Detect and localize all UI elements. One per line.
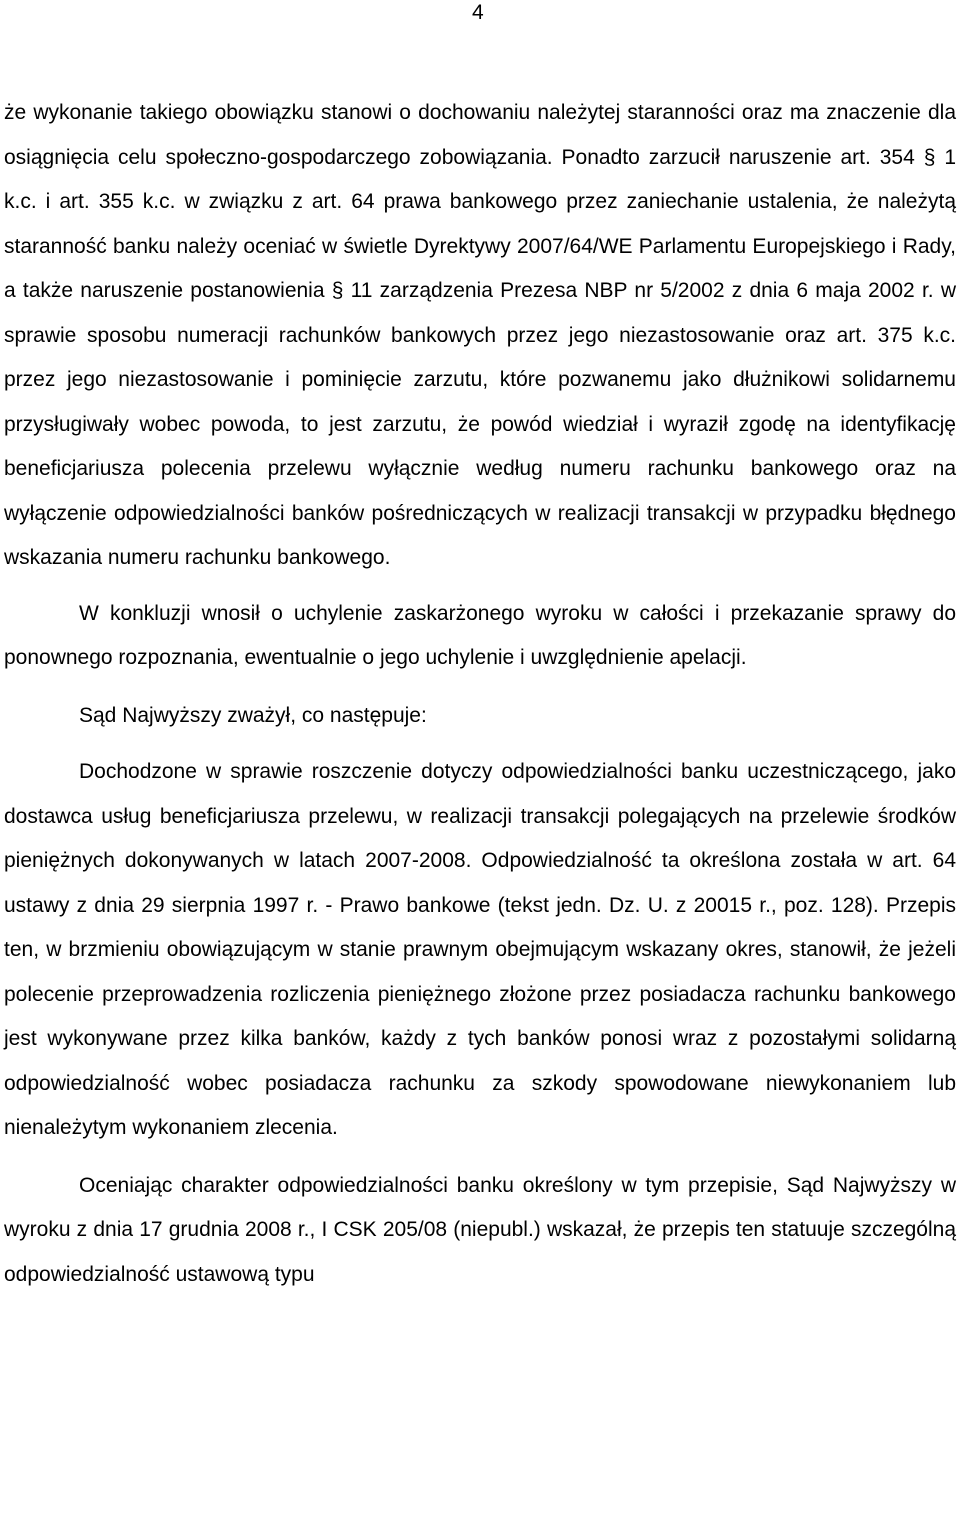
paragraph-court-heading: Sąd Najwyższy zważył, co następuje: bbox=[79, 703, 427, 727]
page-number: 4 bbox=[472, 1, 484, 24]
paragraph-conclusion: W konkluzji wnosił o uchylenie zaskarżonego wyroku w całości i przekazanie sprawy do ponownego rozpoznania, ewentualnie o jego uchylenie i uwzględnienie apelacji. bbox=[4, 601, 956, 669]
document-body bbox=[4, 91, 956, 1297]
paragraph-liability-claim: Dochodzone w sprawie roszczenie dotyczy odpowiedzialności banku uczestniczącego, jako dostawca usług beneficjariusza przelewu, w realizacji transakcji polegających na przelewie środków pieniężnych dokonywanych w latach 2007-2008. Odpowiedzialność ta określona została w art. 64 ustawy z dnia 29 sierpnia 1997 r. - Prawo bankowe (tekst jedn. Dz. U. z 20015 r., poz. 128). Przepis ten, w brzmieniu obowiązującym w stanie prawnym obejmującym wskazany okres, stanowił, że jeżeli polecenie przeprowadzenia rozliczenia pieniężnego złożone przez posiadacza rachunku bankowego jest wykonywane przez kilka banków, każdy z tych banków ponosi wraz z pozostałymi solidarną odpowiedzialność wobec posiadacza rachunku za szkody spowodowane niewykonaniem lub nienależytym wykonaniem zlecenia. bbox=[4, 760, 956, 1139]
paragraph-liability-assessment: Oceniając charakter odpowiedzialności banku określony w tym przepisie, Sąd Najwyższy w wyroku z dnia 17 grudnia 2008 r., I CSK 205/08 (niepubl.) wskazał, że przepis ten statuuje szczególną odpowiedzialność ustawową typu bbox=[4, 1173, 956, 1286]
paragraph-appeal-grounds: że wykonanie takiego obowiązku stanowi o dochowaniu należytej staranności oraz ma znaczenie dla osiągnięcia celu społeczno-gospodarczego zobowiązania. Ponadto zarzucił naruszenie art. 354 § 1 k.c. i art. 355 k.c. w związku z art. 64 prawa bankowego przez zaniechanie ustalenia, że należytą staranność banku należy oceniać w świetle Dyrektywy 2007/64/WE Parlamentu Europejskiego i Rady, a także naruszenie postanowienia § 11 zarządzenia Prezesa NBP nr 5/2002 z dnia 6 maja 2002 r. w sprawie sposobu numeracji rachunków bankowych przez jego niezastosowanie oraz art. 375 k.c. przez jego niezastosowanie i pominięcie zarzutu, które pozwanemu jako dłużnikowi solidarnemu przysługiwały wobec powoda, to jest zarzutu, że powód wiedział i wyraził zgodę na identyfikację beneficjariusza polecenia przelewu wyłącznie według numeru rachunku bankowego oraz na wyłączenie odpowiedzialności banków pośredniczących w realizacji transakcji w przypadku błędnego wskazania numeru rachunku bankowego. bbox=[4, 101, 956, 569]
